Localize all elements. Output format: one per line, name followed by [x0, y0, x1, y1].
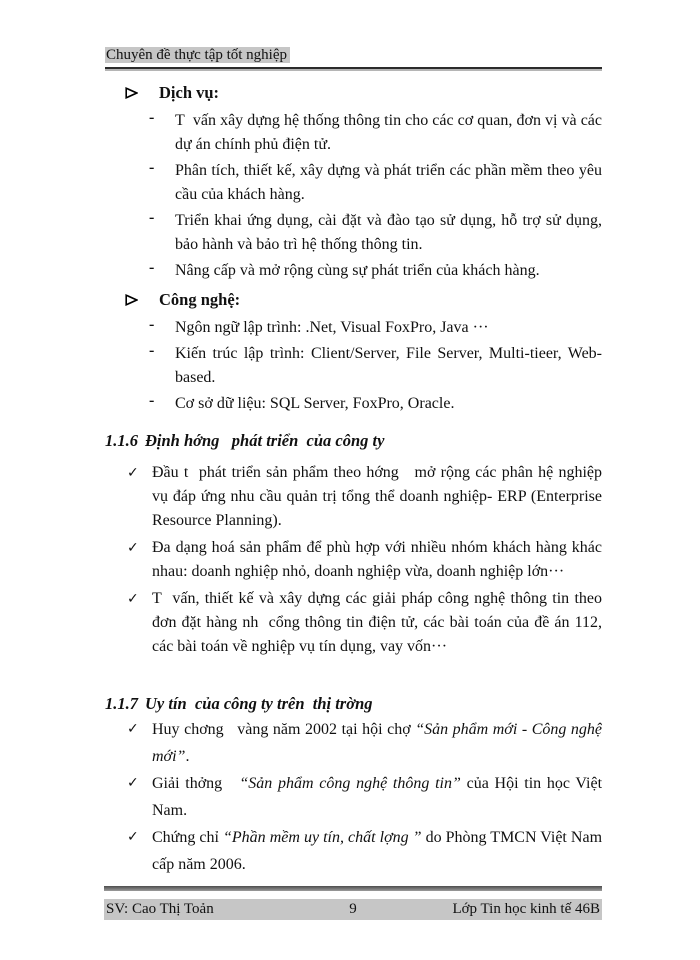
check-bullet-icon: ✓ — [127, 721, 139, 737]
list-item-text: Đa dạng hoá sản phẩm để phù hợp với nhiều nhóm khách hàng khác nhau: doanh nghiệp nhỏ, doanh nghiệp vừa, doanh nghiệp lớn··· — [152, 539, 602, 580]
list-item-text: Triển khai ứng dụng, cài đặt và đào tạo sử dụng, hỗ trợ sử dụng, bảo hành và bảo trì hệ thống thông tin. — [175, 212, 602, 253]
list-item — [105, 770, 602, 824]
check-bullet-icon: ✓ — [127, 540, 139, 556]
list-item-text: T vấn, thiết kế và xây dựng các giải pháp công nghệ thông tin theo đơn đặt hàng nh cổng thông tin điện tử, các bài toán của đề án 112, các bài toán về nghiệp vụ tín dụng, vay vốn··· — [152, 590, 602, 655]
check-bullet-icon: ✓ — [127, 465, 139, 481]
list-item — [105, 536, 602, 584]
footer-page-number: 9 — [349, 901, 357, 917]
dash-bullet-icon: - — [149, 109, 155, 126]
footer-author: SV: Cao Thị Toản — [106, 901, 214, 917]
check-bullet-icon: ✓ — [127, 775, 139, 791]
quoted-text: “Phần mềm uy tín, chất lợng ” — [222, 829, 422, 846]
dash-bullet-icon: - — [149, 316, 155, 333]
running-footer — [104, 899, 602, 920]
list-item-text: của Hội tin học Việt Nam. — [152, 775, 603, 819]
list-item — [105, 824, 602, 878]
list-item — [105, 342, 602, 390]
running-header-title: Chuyên đề thực tập tốt nghiệp — [105, 47, 290, 63]
section-number: 1.1.6 — [105, 431, 138, 450]
list-item — [105, 461, 602, 533]
list-item — [105, 716, 602, 770]
list-item-text: T vấn xây dựng hệ thống thông tin cho các cơ quan, đơn vị và các dự án chính phủ điện tử. — [175, 112, 602, 153]
list-item — [105, 159, 602, 207]
list-item-text: Chứng chỉ — [152, 829, 223, 846]
list-item-text: Cơ sở dữ liệu: SQL Server, FoxPro, Oracle. — [175, 395, 455, 412]
footer-divider — [104, 886, 602, 891]
services-heading: Dịch vụ: — [159, 83, 220, 102]
list-item-text: Phân tích, thiết kế, xây dựng và phát triển các phần mềm theo yêu cầu của khách hàng. — [175, 162, 602, 203]
running-header — [105, 46, 602, 69]
list-item-text: Ngôn ngữ lập trình: .Net, Visual FoxPro, Java ··· — [175, 319, 489, 336]
dash-bullet-icon: - — [149, 392, 155, 409]
section-heading-1-1-7 — [105, 693, 602, 714]
services-heading-row — [125, 82, 602, 104]
list-item — [105, 209, 602, 257]
section-title: Định hớng phát triển của công ty — [145, 431, 385, 450]
dash-bullet-icon: - — [149, 159, 155, 176]
technology-heading: Công nghệ: — [159, 290, 241, 309]
list-item — [105, 109, 602, 157]
list-item-text: Nâng cấp và mở rộng cùng sự phát triển của khách hàng. — [175, 262, 540, 279]
section-1-1-7-list — [105, 716, 602, 878]
check-bullet-icon: ✓ — [127, 829, 139, 845]
section-heading-1-1-6 — [105, 430, 602, 451]
list-item-text: . — [185, 748, 190, 765]
list-item-text: Giải thởng — [152, 775, 240, 792]
section-title: Uy tín của công ty trên thị trờng — [145, 694, 373, 713]
quoted-text: “Sản phẩm mới - Công nghệ mới” — [152, 721, 603, 765]
list-item — [105, 392, 602, 416]
list-item-text: Kiến trúc lập trình: Client/Server, File Server, Multi-tieer, Web-based. — [175, 345, 602, 386]
dash-bullet-icon: - — [149, 209, 155, 226]
list-item-text: Huy chơng vàng năm 2002 tại hội chợ — [152, 721, 416, 738]
check-bullet-icon: ✓ — [127, 591, 139, 607]
quoted-text: “Sản phẩm công nghệ thông tin” — [239, 775, 461, 792]
arrow-bullet-icon — [125, 290, 138, 312]
document-body — [105, 76, 602, 878]
footer-class-name: Lớp Tin học kinh tế 46B — [452, 901, 600, 917]
dash-bullet-icon: - — [149, 259, 155, 276]
list-item — [105, 587, 602, 659]
list-item — [105, 259, 602, 283]
list-item — [105, 316, 602, 340]
section-number: 1.1.7 — [105, 694, 138, 713]
list-item-text: Đầu t phát triển sản phẩm theo hớng mở rộng các phân hệ nghiệp vụ đáp ứng nhu cầu quản trị tổng thể doanh nghiệp- ERP (Enterprise Resource Planning). — [152, 464, 602, 529]
dash-bullet-icon: - — [149, 342, 155, 359]
list-item-text: do Phòng TMCN Việt Nam cấp năm 2006. — [152, 829, 603, 873]
arrow-bullet-icon — [125, 83, 138, 105]
technology-heading-row — [125, 289, 602, 311]
